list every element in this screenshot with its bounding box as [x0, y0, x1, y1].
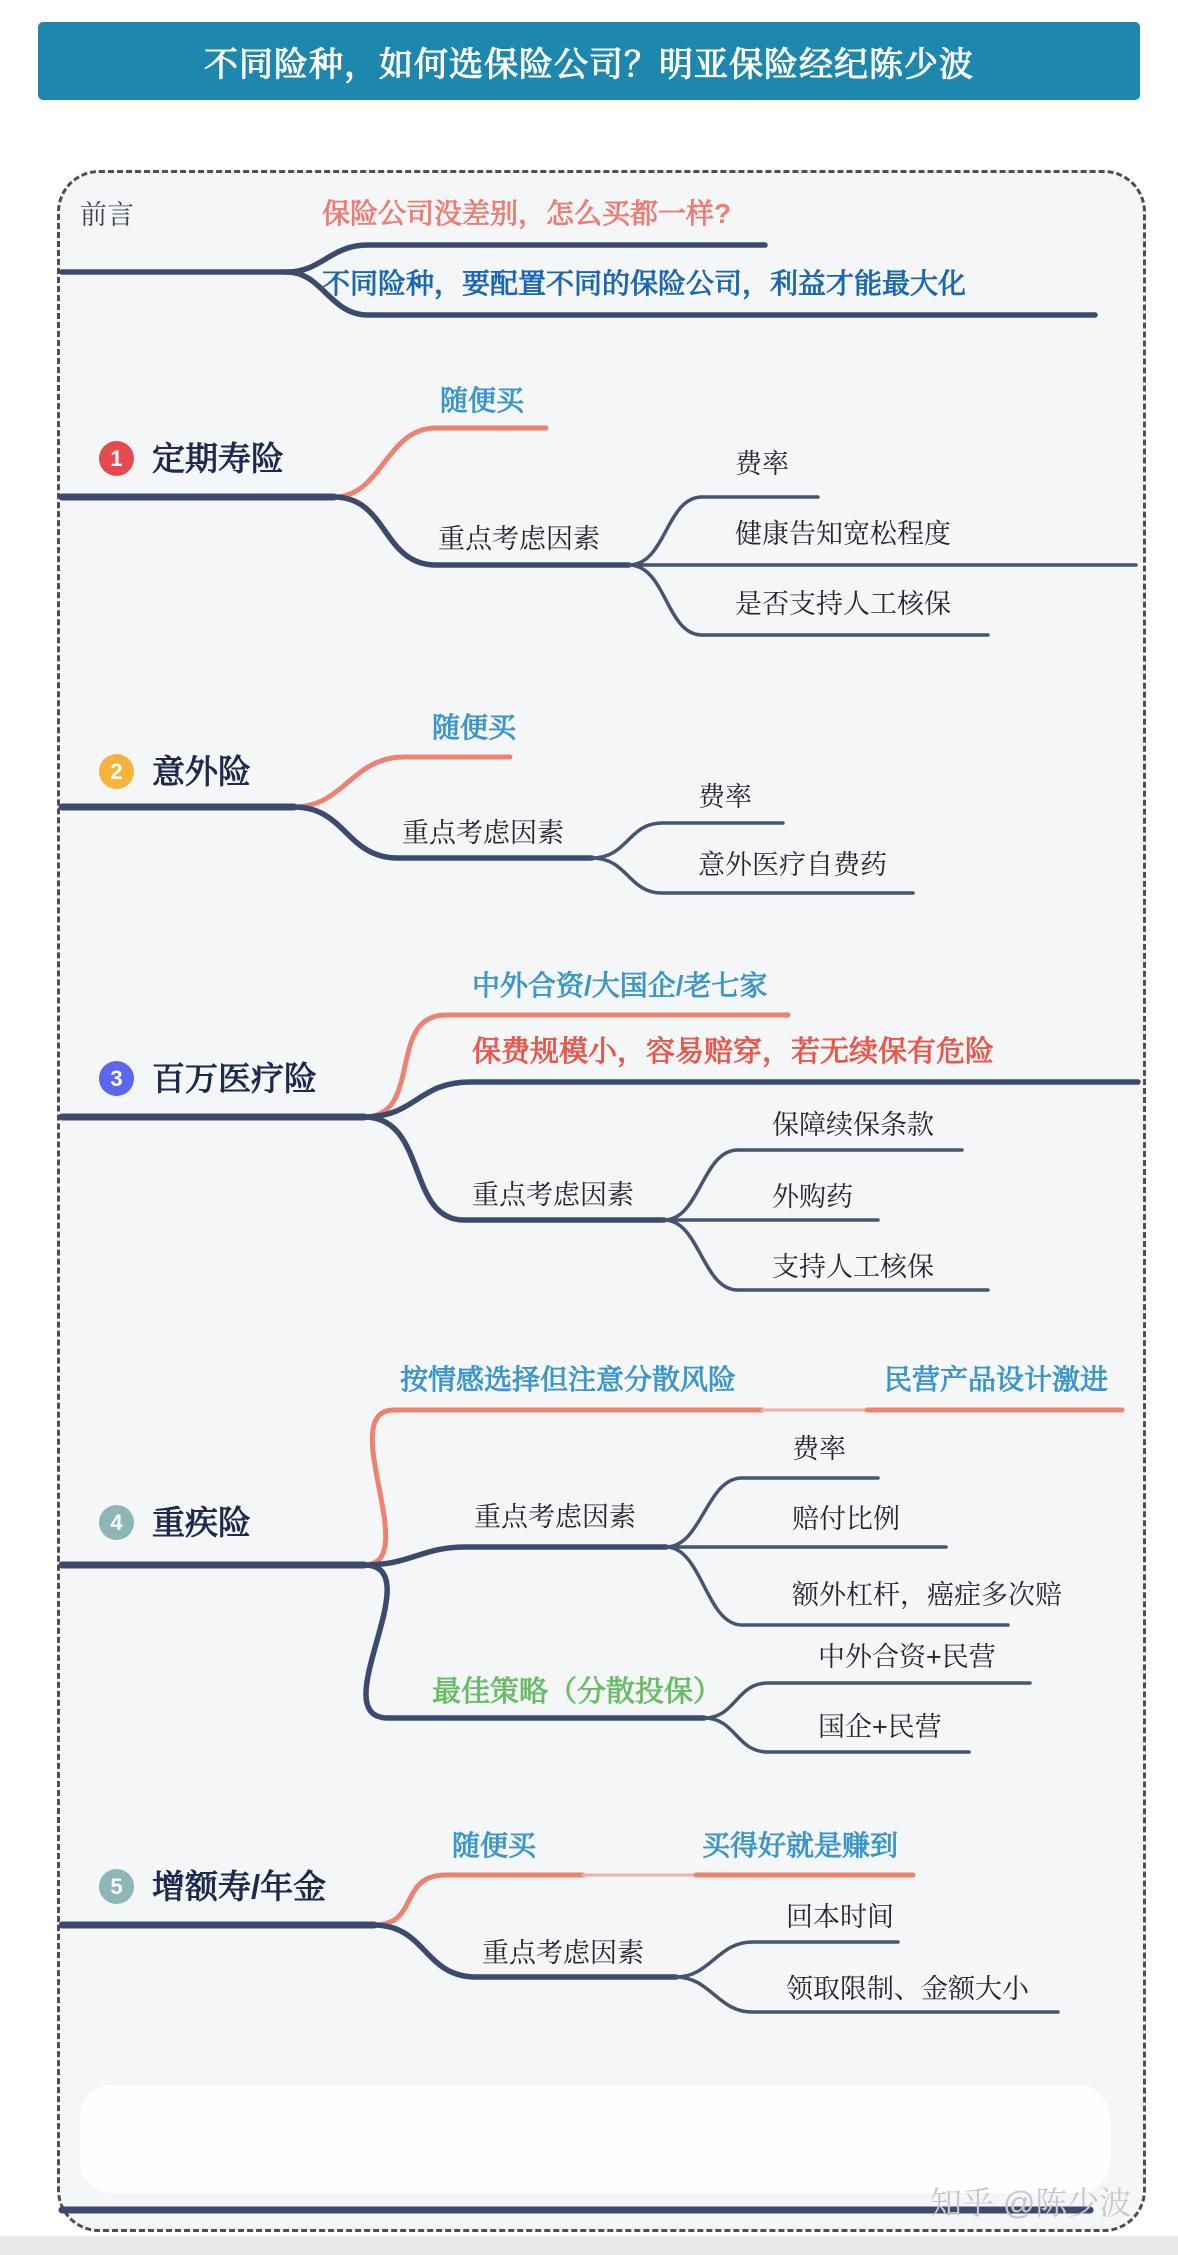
section5-factors-label: 重点考虑因素	[482, 1938, 644, 1968]
watermark: 知乎 @陈少波	[930, 2185, 1132, 2221]
preface-branch-myth: 保险公司没差别，怎么买都一样?	[322, 198, 732, 229]
section5-title: 增额寿/年金	[152, 1868, 327, 1905]
section3-title: 百万医疗险	[152, 1060, 317, 1097]
section4-advice-private: 民营产品设计激进	[884, 1364, 1109, 1395]
section4-strategy-soe-private: 国企+民营	[818, 1712, 942, 1742]
section4-strategy-label: 最佳策略（分散投保）	[432, 1676, 723, 1708]
section5-number-badge: 5	[99, 1869, 134, 1904]
section3-number-badge: 3	[99, 1061, 134, 1096]
section2-number-badge: 2	[99, 754, 134, 789]
section1-factors-label: 重点考虑因素	[438, 524, 600, 554]
page-title: 不同险种，如何选保险公司？明亚保险经纪陈少波	[204, 45, 974, 84]
section2-title: 意外险	[152, 753, 251, 790]
section5-factor-limits: 领取限制、金额大小	[786, 1974, 1029, 2004]
section4-factors-label: 重点考虑因素	[474, 1502, 636, 1532]
section2-factors-label: 重点考虑因素	[402, 818, 564, 848]
section5-factor-payback: 回本时间	[786, 1902, 894, 1932]
section4-factor-rate: 费率	[792, 1434, 846, 1464]
section1-factor-health: 健康告知宽松程度	[735, 519, 951, 549]
section1-factor-rate: 费率	[735, 449, 789, 479]
preface-branch-advice: 不同险种，要配置不同的保险公司，利益才能最大化	[322, 268, 967, 299]
section1-advice: 随便买	[440, 385, 525, 416]
section1-number-badge: 1	[99, 441, 134, 476]
section2-factor-medical: 意外医疗自费药	[698, 850, 887, 880]
section5-advice-gain: 买得好就是赚到	[702, 1830, 899, 1861]
section2-factor-rate: 费率	[698, 782, 752, 812]
section1-title: 定期寿险	[152, 440, 284, 477]
section1-factor-manual: 是否支持人工核保	[735, 589, 951, 619]
section4-title: 重疾险	[152, 1504, 251, 1541]
section3-factor-drugs: 外购药	[772, 1182, 853, 1212]
section4-factor-leverage: 额外杠杆，癌症多次赔	[792, 1580, 1062, 1610]
section4-strategy-jv-private: 中外合资+民营	[818, 1642, 996, 1672]
section2-advice: 随便买	[432, 712, 517, 743]
preface-label: 前言	[80, 200, 134, 230]
section3-warning: 保费规模小，容易赔穿，若无续保有危险	[472, 1036, 995, 1068]
section4-number-badge: 4	[99, 1505, 134, 1540]
section5-advice: 随便买	[452, 1830, 537, 1861]
bottom-strip	[0, 2236, 1178, 2255]
section4-advice: 按情感选择但注意分散风险	[400, 1364, 737, 1395]
section3-advice: 中外合资/大国企/老七家	[472, 970, 768, 1001]
section3-factors-label: 重点考虑因素	[472, 1180, 634, 1210]
section3-factor-manual: 支持人工核保	[772, 1252, 934, 1282]
section4-factor-payout: 赔付比例	[792, 1504, 900, 1534]
blank-card	[80, 2085, 1110, 2193]
section3-factor-renewal: 保障续保条款	[772, 1110, 934, 1140]
